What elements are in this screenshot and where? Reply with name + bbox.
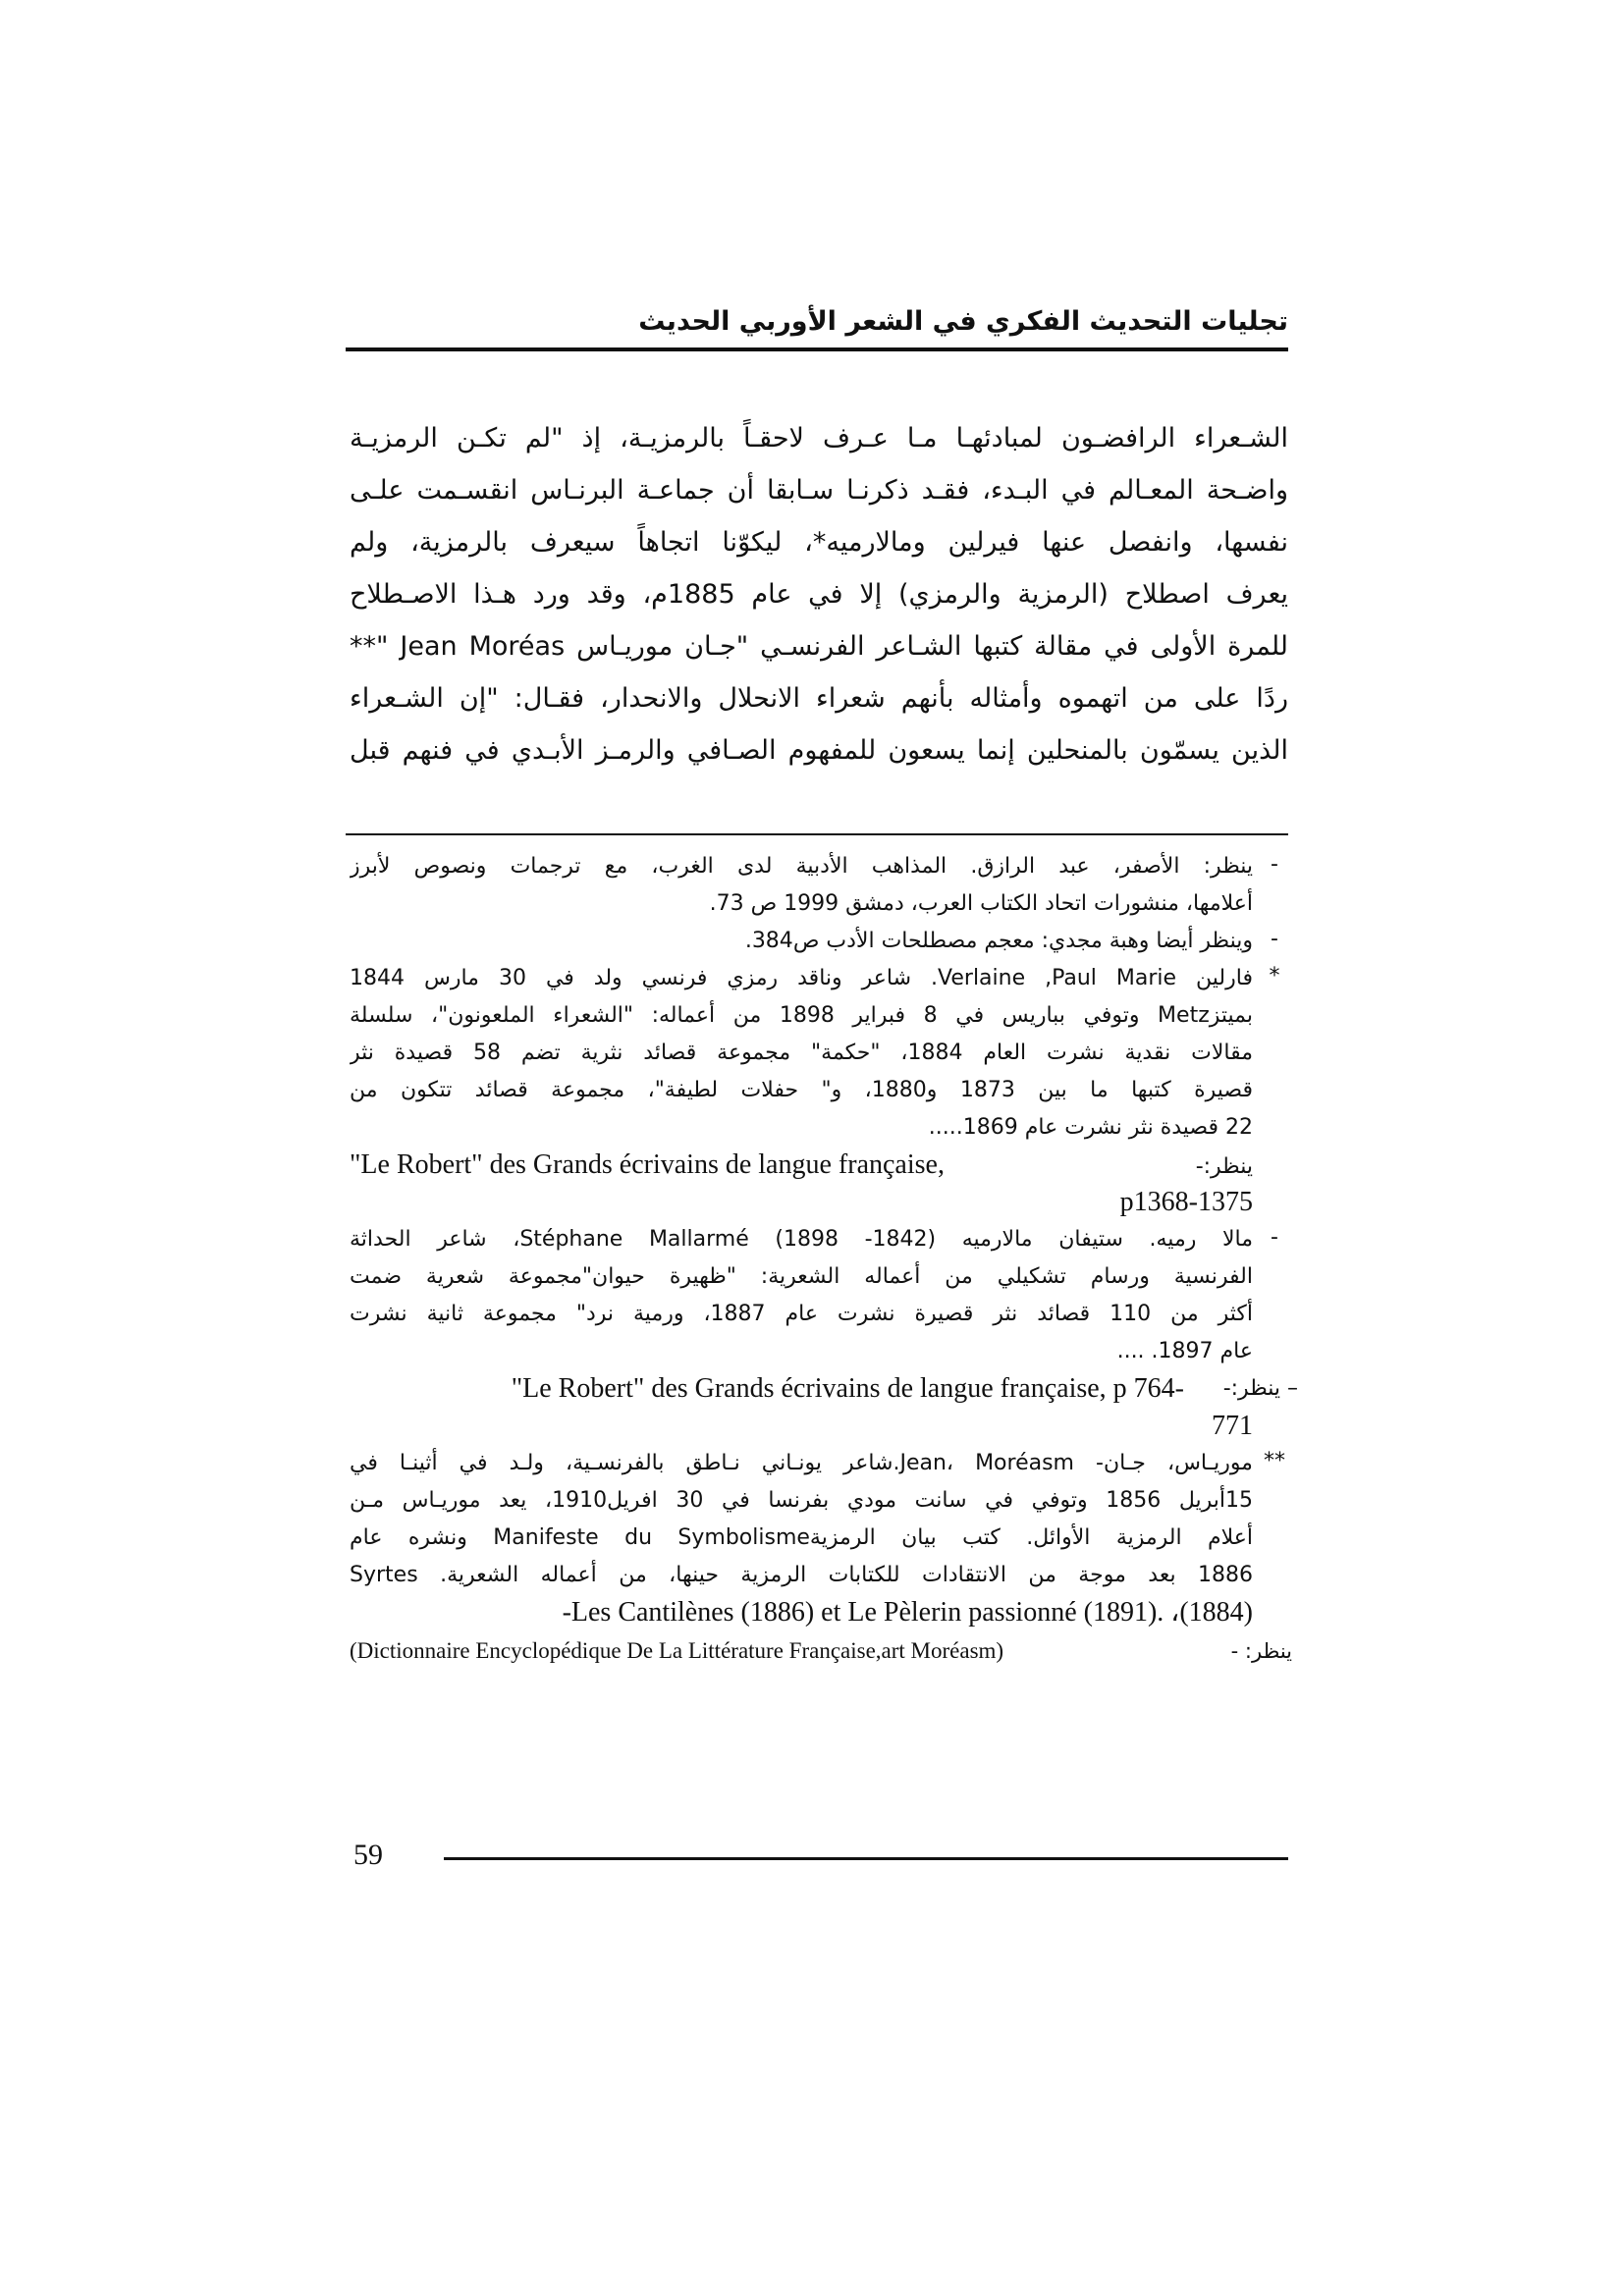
reference-line: "Le Robert" des Grands écrivains de langue française,	[350, 1149, 945, 1180]
reference-line: "Le Robert" des Grands écrivains de langue française, p 764-	[511, 1373, 1184, 1404]
footnote-marker: *	[1269, 964, 1280, 988]
footnote-marker: -	[1271, 927, 1278, 951]
page-number: 59	[353, 1839, 383, 1871]
footnote-line: قصيرة كتبها ما بين 1873 و1880، و" حفلات لطيفة"، مجموعة قصائد تتكون من	[350, 1078, 1253, 1102]
body-line: الشـعراء الرافضـون لمبادئهـا مـا عـرف لاحقـاً بالرمزيـة، إذ "لم تكـن الرمزيـة	[350, 423, 1288, 454]
main-body-text	[350, 412, 1288, 776]
footnote-line: أكثر من 110 قصائد نثر قصيرة نشرت عام 1887، ورمية نرد" مجموعة ثانية نشرت	[350, 1302, 1253, 1326]
footnotes	[350, 848, 1298, 1671]
footnote-line: أعلام الرمزية الأوائل. كتب بيان الرمزيةManifeste du Symbolisme ونشره عام	[350, 1525, 1253, 1550]
footnote-marker: **	[1264, 1449, 1285, 1473]
footnote-line: بميتزMetz وتوفي بباريس في 8 فبراير 1898 من أعماله: "الشعراء الملعونون"، سلسلة	[350, 1003, 1253, 1028]
body-line: واضـحة المعـالم في البـدء، فقـد ذكرنـا سـابقا أن جماعـة البرنـاس انقسـمت علـى	[350, 475, 1288, 506]
reference-label: ينظر:-	[1195, 1154, 1253, 1179]
footnote-reference	[350, 1147, 1253, 1184]
header-rule	[346, 347, 1288, 351]
footnote-line: الفرنسية ورسام تشكيلي من أعماله الشعرية: "ظهيرة حيوان"مجموعة شعرية ضمت	[350, 1264, 1253, 1289]
running-header-title: تجليات التحديث الفكري في الشعر الأوربي الحديث	[638, 306, 1288, 337]
footnote-line: ينظر: الأصفر، عبد الرازق. المذاهب الأدبية لدى الغرب، مع ترجمات ونصوص لأبرز	[350, 854, 1253, 879]
footnote-line: فارلين Verlaine ,Paul Marie. شاعر وناقد رمزي فرنسي ولد في 30 مارس 1844	[350, 966, 1253, 990]
footnote-entry	[350, 848, 1292, 923]
footnote-line: 1886 بعد موجة من الانتقادات للكتابات الرمزية حينها، من أعماله الشعرية. Syrtes	[350, 1563, 1253, 1587]
footnote-reference	[350, 1370, 1298, 1408]
reference-label: ينظر: -	[1230, 1639, 1292, 1663]
footnote-line: أعلامها، منشورات اتحاد الكتاب العرب، دمشق 1999 ص 73.	[709, 891, 1253, 916]
footer-rule	[444, 1857, 1288, 1860]
footnote-reference	[350, 1631, 1292, 1671]
footnote-separator	[346, 833, 1288, 835]
body-line: الذين يسمّون بالمنحلين إنما يسعون للمفهوم الصـافي والرمـز الأبـدي في فنهم قبل	[350, 735, 1288, 766]
body-line: يعرف اصطلاح (الرمزية والرمزي) إلا في عام 1885م، وقد ورد هـذا الاصـطلاح	[350, 579, 1288, 610]
body-line: نفسها، وانفصل عنها فيرلين ومالارميه*، ليكوّنا اتجاهاً سيعرف بالرمزية، ولم	[350, 527, 1288, 558]
footnote-entry	[350, 1221, 1292, 1370]
reference-label: – ينظر:-	[1222, 1376, 1298, 1401]
footnote-entry	[350, 960, 1292, 1221]
footnote-line: 22 قصيدة نثر نشرت عام 1869.....	[928, 1115, 1253, 1140]
footnote-line: مقالات نقدية نشرت العام 1884، "حكمة" مجموعة قصائد نثرية تضم 58 قصيدة نثر	[350, 1041, 1253, 1065]
footnote-marker: -	[1271, 852, 1278, 877]
page-footer	[346, 1838, 1288, 1877]
reference-line: p1368-1375	[1119, 1187, 1253, 1217]
page-header	[346, 304, 1288, 351]
footnote-line: (1884)، .Les Cantilènes (1886) et Le Pèlerin passionné (1891)-	[562, 1597, 1253, 1628]
footnote-entry	[350, 923, 1292, 960]
footnote-line: موريـاس، جـان- Jean، Moréasm.شاعر يونـاني نـاطق بالفرنسـية، ولـد في أثينـا في	[350, 1451, 1253, 1475]
reference-line: (Dictionnaire Encyclopédique De La Littérature Française,art Moréasm)	[350, 1638, 1004, 1663]
body-line: ردًا على من اتهموه وأمثاله بأنهم شعراء الانحلال والانحدار، فقـال: "إن الشـعراء	[350, 683, 1288, 714]
footnote-entry	[350, 1445, 1292, 1671]
body-line: للمرة الأولى في مقالة كتبها الشـاعر الفرنسـي "جـان موريـاس Jean Moréas "**	[350, 631, 1288, 662]
footnote-line: وينظر أيضا وهبة مجدي: معجم مصطلحات الأدب ص384.	[744, 929, 1253, 953]
footnote-line: عام 1897. ....	[1116, 1339, 1253, 1363]
reference-line: 771	[1212, 1411, 1253, 1441]
footnote-line: مالا رميه. ستيفان مالارميه (1842- 1898) Stéphane Mallarmé، شاعر الحداثة	[350, 1227, 1253, 1252]
footnote-line: 15أبريل 1856 وتوفي في سانت مودي بفرنسا في 30 افريل1910، يعد موريـاس مـن	[350, 1488, 1253, 1513]
footnote-marker: -	[1271, 1225, 1278, 1250]
